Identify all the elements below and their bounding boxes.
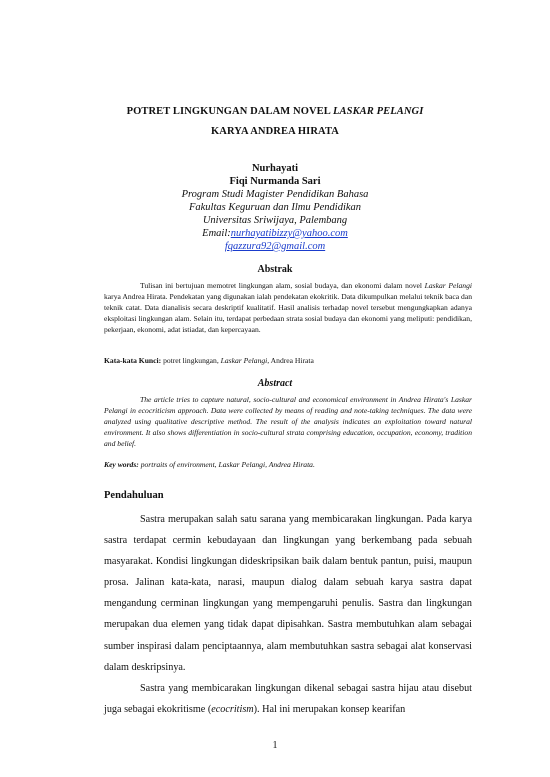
abstrak-heading: Abstrak xyxy=(257,264,293,275)
author-2: Fiqi Nurmanda Sari xyxy=(229,176,321,187)
keywords-text: portraits of environment, Laskar Pelangi, Andrea Hirata. xyxy=(138,460,315,469)
paper-title-line-2: KARYA ANDREA HIRATA xyxy=(211,126,339,137)
email-line-1 xyxy=(60,227,490,241)
paragraph-2-italic: ecocritism xyxy=(211,704,254,716)
affiliation-line-3: Universitas Sriwijaya, Palembang xyxy=(202,215,348,226)
email-link-2[interactable]: fqazzura92@gmail.com xyxy=(224,241,326,252)
kata-kunci-italic: Laskar Pelangi xyxy=(220,356,268,365)
paper-title-line-1 xyxy=(60,106,490,117)
kata-kunci-text-1: potret lingkungan, xyxy=(161,356,221,365)
keywords-label: Key words: xyxy=(104,460,139,469)
abstrak-text-italic: Laskar Pelangi xyxy=(424,281,472,290)
kata-kunci-label: Kata-kata Kunci: xyxy=(104,356,162,365)
email-label: Email: xyxy=(202,228,231,239)
paragraph-1: Sastra merupakan salah satu sarana yang membicarakan lingkungan. Pada karya sastra terdapat cermin kebudayaan dan lingkungan yang berkembang pada sebuah masyarakat. Kondisi lingkungan dideskripsikan baik dalam bentuk pantun, puisi, maupun prosa. Jalinan kata-kata, narasi, maupun dialog dalam sebuah karya sastra dapat mengandung cerminan lingkungan yang mempengaruhi penulis. Sastra dan lingkungan merupakan dua elemen yang tidak dapat dipisahkan. Sastra membutuhkan alam sebagai sumber inspirasi dalam penciptaannya, alam membutuhkan sastra sebagai alat konservasi dalam deskripsinya. xyxy=(104,514,472,673)
abstrak-body xyxy=(104,280,472,335)
page-number: 1 xyxy=(272,740,278,751)
paragraph-2-text-1: Sastra yang membicarakan lingkungan dikenal sebagai sastra hijau atau disebut juga sebagai ekokritisme ( xyxy=(104,683,472,716)
paragraph-2 xyxy=(104,678,472,720)
author-1: Nurhayati xyxy=(251,163,299,174)
abstract-heading: Abstract xyxy=(257,378,293,389)
title-italic-text: LASKAR PELANGI xyxy=(333,106,424,117)
section-heading-pendahuluan: Pendahuluan xyxy=(104,490,164,501)
keywords-line xyxy=(104,459,472,470)
affiliation-line-1: Program Studi Magister Pendidikan Bahasa xyxy=(181,189,369,200)
kata-kunci-text-2: , Andrea Hirata xyxy=(267,356,314,365)
kata-kunci-line xyxy=(104,355,472,366)
affiliation-line-2: Fakultas Keguruan dan Ilmu Pendidikan xyxy=(188,202,362,213)
title-text: POTRET LINGKUNGAN DALAM NOVEL xyxy=(126,106,334,117)
email-line-2 xyxy=(60,240,490,254)
email-link-1[interactable]: nurhayatibizzy@yahoo.com xyxy=(230,228,348,239)
abstract-body: The article tries to capture natural, socio-cultural and economical environment in Andrea Hirata's Laskar Pelangi in ecocriticism approach. Data were collected by means of reading and note-taking techniques. The data were analyzed using qualitative descriptive method. The result of the analysis indicates an exploitation toward natural environment. It also shows differentiation in socio-cultural strata comprising education, occupation, economy, tradition and belief. xyxy=(104,395,472,448)
paragraph-2-text-2: ). Hal ini merupakan konsep kearifan xyxy=(253,704,406,716)
abstrak-text-1: Tulisan ini bertujuan memotret lingkungan alam, sosial budaya, dan ekonomi dalam novel xyxy=(140,281,425,290)
abstrak-text-2: karya Andrea Hirata. Pendekatan yang digunakan ialah pendekatan ekokritik. Data dikumpulkan melalui teknik baca dan teknik catat. Data dianalisis secara deskriptif kualitatif. Hasil analisis terhadap novel tersebut mengungkapkan adanya eksploitasi lingkungan alam. Selain itu, terdapat perbedaan strata sosial budaya dan ekonomi yang meliputi: pendidikan, pekerjaan, ekonomi, adat istiadat, dan kepercayaan. xyxy=(104,292,472,334)
